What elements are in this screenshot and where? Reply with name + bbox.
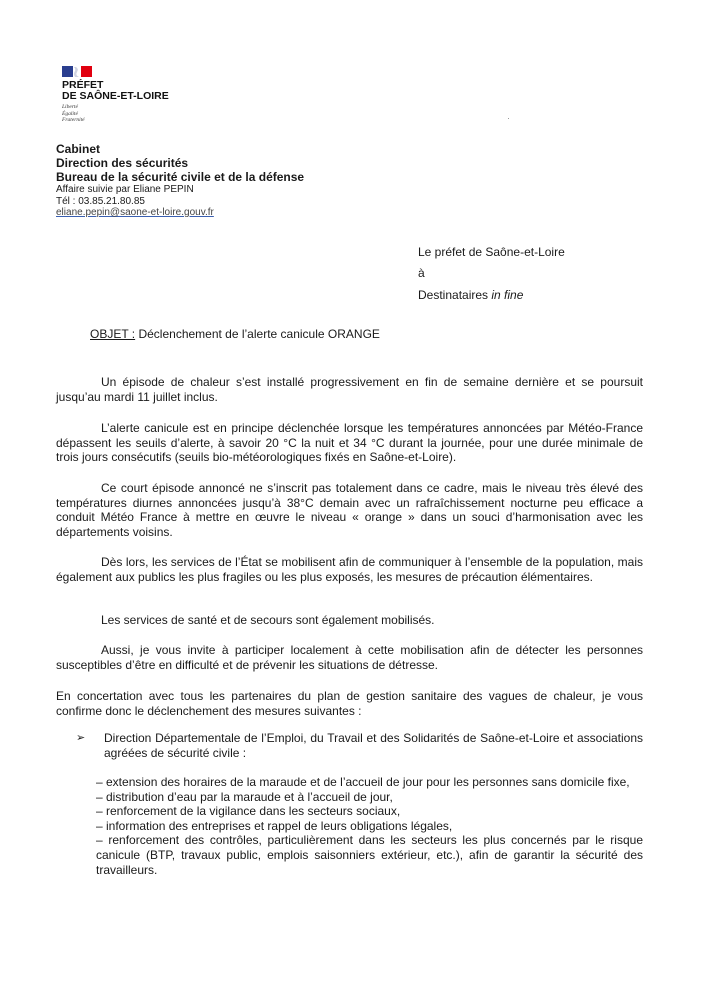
sender-block bbox=[56, 142, 304, 219]
paragraph-7: En concertation avec tous les partenaires du plan de gestion sanitaire des vagues de chaleur, je vous confirme donc le déclenchement des mesures suivantes : bbox=[56, 689, 643, 718]
measure-item: – information des entreprises et rappel de leurs obligations légales, bbox=[96, 818, 453, 833]
measure-item: – extension des horaires de la maraude et de l’accueil de jour pour les personnes sans domicile fixe, bbox=[96, 775, 630, 789]
paragraph-4: Dès lors, les services de l’État se mobilisent afin de communiquer à l’ensemble de la population, mais également aux publics les plus fragiles ou les plus exposés, les mesures de précaution élémentaires. bbox=[56, 555, 643, 584]
measure-item: – renforcement de la vigilance dans les secteurs sociaux, bbox=[96, 804, 401, 819]
subject-label: OBJET : bbox=[90, 327, 136, 341]
sender-contact-person: Affaire suivie par Eliane PEPIN bbox=[56, 184, 194, 195]
sender-bureau: Bureau de la sécurité civile et de la défense bbox=[56, 170, 305, 184]
republic-motto: Liberté Égalité Fraternité bbox=[62, 104, 85, 123]
recipient-to: à bbox=[418, 266, 425, 280]
paragraph-5: Les services de santé et de secours sont également mobilisés. bbox=[101, 613, 435, 627]
bullet-item-ddets: Direction Départementale de l’Emploi, du Travail et des Solidarités de Saône-et-Loire et associations agréées de sécurité civile : bbox=[104, 731, 643, 760]
paragraph-6: Aussi, je vous invite à participer localement à cette mobilisation afin de détecter les personnes susceptibles d’être en difficulté et de prévenir les situations de détresse. bbox=[56, 643, 643, 672]
sender-email-link[interactable]: eliane.pepin@saone-et-loire.gouv.fr bbox=[56, 207, 214, 218]
marianne-logo-icon bbox=[62, 66, 92, 77]
letter-subject bbox=[90, 327, 380, 341]
measure-item: – renforcement des contrôles, particulièrement dans les secteurs les plus concernés par le risque canicule (BTP, travaux public, emplois saisonniers extérieur, etc.), afin de garantir la sécurité des travailleurs. bbox=[96, 833, 643, 877]
measures-list bbox=[96, 775, 643, 877]
sender-direction: Direction des sécurités bbox=[56, 156, 189, 170]
paragraph-2: L’alerte canicule est en principe déclenchée lorsque les températures annoncées par Météo-France dépassent les seuils d’alerte, à savoir 20 °C la nuit et 34 °C durant la journée, pour une durée minimale de trois jours consécutifs (seuils bio-météorologiques fixés en Saône-et-Loire). bbox=[56, 421, 643, 465]
subject-text: Déclenchement de l’alerte canicule ORANGE bbox=[135, 327, 380, 341]
sender-cabinet: Cabinet bbox=[56, 142, 101, 156]
stray-mark bbox=[508, 118, 509, 119]
sender-phone: Tél : 03.85.21.80.85 bbox=[56, 195, 145, 207]
recipient-from: Le préfet de Saône-et-Loire bbox=[418, 245, 565, 259]
prefecture-name: PRÉFET DE SAÔNE-ET-LOIRE bbox=[62, 79, 169, 102]
recipient-destinataires: Destinataires in fine bbox=[418, 288, 524, 302]
paragraph-3: Ce court épisode annoncé ne s’inscrit pas totalement dans ce cadre, mais le niveau très élevé des températures diurnes annoncées jusqu’à 38°C demain avec un rafraîchissement nocturne peu efficace a conduit Météo France à mettre en œuvre le niveau « orange » dans un souci d’harmonisation avec les départements voisins. bbox=[56, 481, 643, 539]
paragraph-1: Un épisode de chaleur s’est installé progressivement en fin de semaine dernière et se poursuit jusqu’au mardi 11 juillet inclus. bbox=[56, 375, 643, 404]
measure-item: – distribution d’eau par la maraude et à l’accueil de jour, bbox=[96, 789, 393, 804]
arrow-bullet-icon: ➢ bbox=[76, 732, 86, 744]
